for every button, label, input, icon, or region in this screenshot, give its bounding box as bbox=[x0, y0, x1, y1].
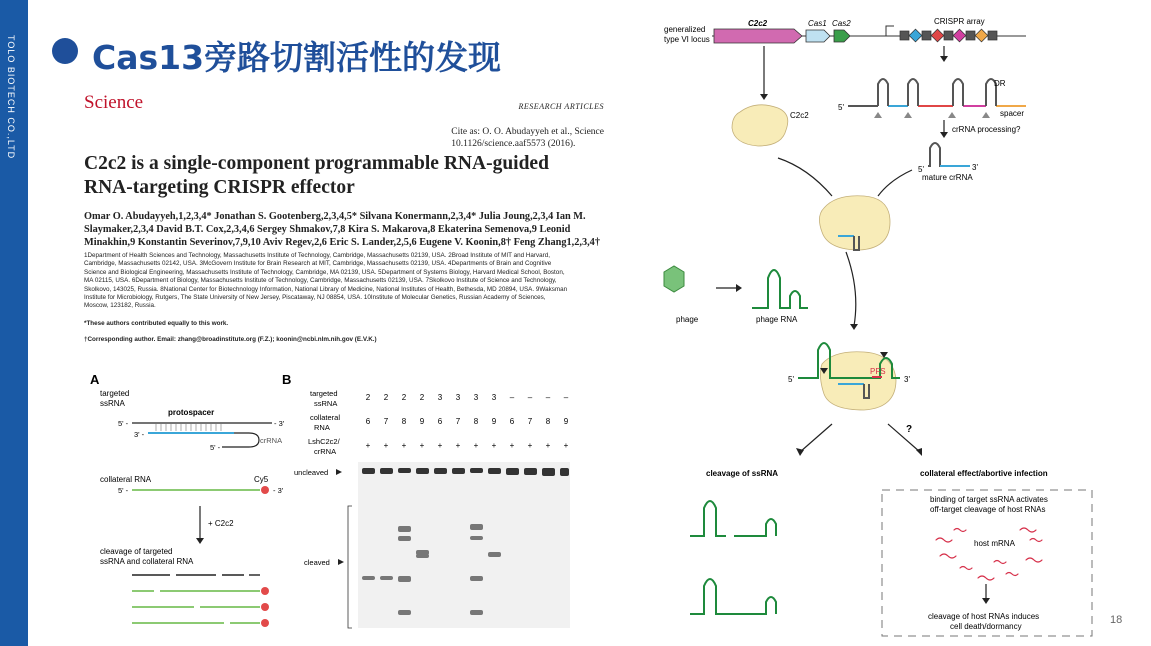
affiliation-line: Skolkovo, 143025, Russia. 8National Center for Biotechnology Information, National Library of Medicine, National Institutes of Health, Bethesda, MD 20894, USA. 9Waksman bbox=[84, 285, 568, 293]
lane-value: 7 bbox=[383, 417, 389, 426]
title-bullet-icon bbox=[52, 38, 78, 64]
lane-value: 6 bbox=[437, 417, 443, 426]
lane-value: 8 bbox=[473, 417, 479, 426]
affiliation-line: MA 02115, USA. 6Department of Biology, Massachusetts Institute of Technology, Cambridge, Massachusetts 02139, USA. 7Skolkovo Institute of Science and Technology, bbox=[84, 277, 557, 285]
c2c2-gene bbox=[714, 29, 802, 43]
enzyme-row-label-2: crRNA bbox=[314, 447, 337, 456]
collateral-row-label-2: RNA bbox=[314, 423, 330, 432]
ssrna-label: ssRNA bbox=[100, 399, 125, 408]
paper-title-line: C2c2 is a single-component programmable RNA-guided bbox=[84, 153, 549, 174]
spacer-label: spacer bbox=[1000, 109, 1025, 118]
lane-value: 9 bbox=[563, 417, 569, 426]
affiliations bbox=[84, 252, 604, 311]
cas2-gene bbox=[834, 30, 850, 42]
lane-value: – bbox=[545, 393, 551, 402]
equal-contribution-note: *These authors contributed equally to this work. bbox=[84, 320, 229, 327]
author-line: Minakhin,9 Konstantin Severinov,7,9,10 Aviv Regev,2,6 Eric S. Lander,2,5,6 Eugene V. Koonin,8† Feng Zhang1,2,3,4† bbox=[84, 237, 600, 248]
active-complex bbox=[820, 352, 896, 410]
slide-title: Cas13旁路切割活性的发现 bbox=[92, 38, 502, 77]
cleavage-label: cleavage of targeted bbox=[100, 547, 173, 556]
c2c2-gene-label: C2c2 bbox=[748, 19, 768, 28]
lane-value: + bbox=[383, 441, 389, 450]
unknown-mark: ? bbox=[906, 424, 913, 435]
locus-label-2: type VI locus bbox=[664, 35, 710, 44]
five-prime-left-label: 5' - bbox=[210, 443, 221, 452]
author-list bbox=[84, 210, 604, 249]
death-line-2: cell death/dormancy bbox=[950, 622, 1022, 631]
lane-value: 2 bbox=[365, 393, 371, 402]
collateral-five-prime: 5' - bbox=[118, 486, 129, 495]
cas1-gene bbox=[806, 30, 830, 42]
lane-value: + bbox=[491, 441, 497, 450]
cas2-gene-label: Cas2 bbox=[832, 19, 851, 28]
collateral-heading: collateral effect/abortive infection bbox=[920, 469, 1048, 478]
affiliation-line: Institute for Microbiology, Rutgers, The State University of New Jersey, Piscataway, NJ 08854, USA. 10Institute of Molecular Genetics, Russian Academy of Sciences, bbox=[84, 294, 546, 302]
processing-label: crRNA processing? bbox=[952, 125, 1021, 134]
citation bbox=[451, 126, 604, 150]
binding-line: binding of target ssRNA activates bbox=[930, 495, 1048, 504]
base-pairing-ticks bbox=[156, 424, 221, 431]
affiliation-line: Science and Biological Engineering, Massachusetts Institute of Technology, Cambridge, MA 02139, USA. 5Department of Systems Biology, Harvard Medical School, Boston, bbox=[84, 268, 565, 276]
host-mrna-label: host mRNA bbox=[974, 539, 1015, 548]
c2c2-protein-label: C2c2 bbox=[790, 111, 809, 120]
paper-header bbox=[84, 92, 604, 352]
uncleaved-label: uncleaved bbox=[294, 468, 329, 477]
lane-value: + bbox=[455, 441, 461, 450]
binding-line-2: off-target cleavage of host RNAs bbox=[930, 505, 1046, 514]
affiliation-line: 1Department of Health Sciences and Technology, Massachusetts Institute of Technology, Cambridge, Massachusetts 02139, USA. 2Broad Institute of MIT and Harvard, bbox=[84, 252, 550, 259]
cas1-gene-label: Cas1 bbox=[808, 19, 827, 28]
author-line: Omar O. Abudayyeh,1,2,3,4* Jonathan S. Gootenberg,2,3,4,5* Silvana Konermann,2,3,4* Julia Joung,2,3,4 Ian M. bbox=[84, 211, 586, 222]
protospacer-label: protospacer bbox=[168, 408, 215, 417]
dr-label: DR bbox=[994, 79, 1006, 88]
section-label: RESEARCH ARTICLES bbox=[518, 102, 604, 111]
lane-value: 3 bbox=[437, 393, 443, 402]
affiliation-line: Moscow, 123182, Russia. bbox=[84, 302, 156, 310]
gel-image bbox=[358, 462, 570, 628]
paper-title-line: RNA-targeting CRISPR effector bbox=[84, 177, 355, 198]
lane-value: 7 bbox=[527, 417, 533, 426]
phage-label: phage bbox=[676, 315, 699, 324]
arrow-down-icon bbox=[940, 56, 948, 62]
lane-value: 8 bbox=[545, 417, 551, 426]
cleavage-label-2: ssRNA and collateral RNA bbox=[100, 557, 194, 566]
lane-value: 7 bbox=[455, 417, 461, 426]
phage-rna bbox=[752, 270, 808, 308]
collateral-row-label: collateral bbox=[310, 413, 341, 422]
mechanism-diagram bbox=[628, 0, 1108, 646]
arrow-crrna-to-complex bbox=[878, 170, 912, 196]
targeted-ssrna-row-label: targeted bbox=[310, 389, 338, 398]
three-prime-label: - 3' bbox=[274, 419, 285, 428]
pfs-label: PFS bbox=[870, 367, 886, 376]
journal-logo: Science bbox=[84, 92, 144, 113]
five-prime-label: 5' - bbox=[118, 419, 129, 428]
lane-value: 3 bbox=[473, 393, 479, 402]
targeted-label: targeted bbox=[100, 389, 130, 398]
crrna-hairpin bbox=[222, 433, 259, 447]
lane-value: – bbox=[527, 393, 533, 402]
row-collateral-values bbox=[366, 417, 569, 426]
panel-b-letter: B bbox=[282, 372, 292, 387]
lane-value: 2 bbox=[383, 393, 389, 402]
cleaved-ssrna-1 bbox=[690, 501, 776, 536]
targeted-ssrna-row-label-2: ssRNA bbox=[314, 399, 338, 408]
lane-value: – bbox=[509, 393, 515, 402]
citation-line: 10.1126/science.aaf5573 (2016). bbox=[451, 139, 576, 149]
collateral-rna-label: collateral RNA bbox=[100, 475, 152, 484]
arrow-down-icon bbox=[196, 538, 204, 544]
cy5-label: Cy5 bbox=[254, 475, 269, 484]
lane-value: 2 bbox=[419, 393, 425, 402]
corresponding-author: †Corresponding author. Email: zhang@broadinstitute.org (F.Z.); koonin@ncbi.nlm.nih.gov (E.V.K.) bbox=[84, 336, 377, 343]
arrow-cleavage bbox=[800, 424, 832, 452]
cy5-dye-icon bbox=[261, 486, 269, 494]
lane-value: 3 bbox=[491, 393, 497, 402]
phage-icon bbox=[664, 266, 684, 292]
lane-value: + bbox=[401, 441, 407, 450]
lane-value: + bbox=[473, 441, 479, 450]
citation-line: Cite as: O. O. Abudayyeh et al., Science bbox=[451, 127, 604, 137]
cleaved-label: cleaved bbox=[304, 558, 330, 567]
panel-a bbox=[84, 366, 304, 636]
arrow-down-icon bbox=[940, 132, 948, 138]
three-prime-left-label: 3' - bbox=[134, 430, 145, 439]
active-five-prime: 5' bbox=[788, 375, 794, 384]
arrow-collateral bbox=[888, 424, 920, 452]
lane-value: 6 bbox=[509, 417, 515, 426]
death-line: cleavage of host RNAs induces bbox=[928, 612, 1040, 621]
affiliation-line: Cambridge, Massachusetts 02142, USA. 3McGovern Institute for Brain Research at MIT, Cambridge, Massachusetts 02139, USA. 4Departments of Brain and Cognitive bbox=[84, 260, 552, 268]
lane-value: + bbox=[527, 441, 533, 450]
cleaved-ssrna-2 bbox=[690, 579, 776, 614]
processing-site-markers bbox=[874, 112, 990, 118]
enzyme-row-label: LshC2c2/ bbox=[308, 437, 340, 446]
arrow-right-icon bbox=[736, 284, 742, 292]
lane-value: + bbox=[509, 441, 515, 450]
lane-value: + bbox=[365, 441, 371, 450]
host-rna-fragments bbox=[936, 528, 1042, 580]
cleavage-heading: cleavage of ssRNA bbox=[706, 469, 779, 478]
arrow-down-icon bbox=[760, 94, 768, 100]
arrow-right-icon bbox=[336, 469, 342, 475]
collateral-three-prime: - 3' bbox=[273, 486, 284, 495]
promoter-arrow-icon bbox=[886, 26, 894, 36]
arrow-target-binding bbox=[846, 252, 856, 326]
mature-crrna bbox=[928, 143, 968, 166]
company-name: TOLO BIOTECH CO.,LTD bbox=[6, 35, 16, 160]
c2c2-protein bbox=[732, 105, 788, 146]
arrow-down-icon bbox=[850, 324, 858, 330]
lane-value: + bbox=[419, 441, 425, 450]
mature-three-prime: 3' bbox=[972, 163, 978, 172]
row-targeted-values bbox=[366, 393, 569, 402]
lane-value: 2 bbox=[401, 393, 407, 402]
author-line: Slaymaker,2,3,4 David B.T. Cox,2,3,4,6 Sergey Shmakov,7,8 Kira S. Makarova,8 Ekaterina Semenova,9 Leonid bbox=[84, 224, 571, 235]
crispr-array-label: CRISPR array bbox=[934, 17, 985, 26]
panel-a-letter: A bbox=[90, 372, 100, 387]
cleaved-bracket bbox=[348, 506, 352, 628]
mature-crrna-label: mature crRNA bbox=[922, 173, 973, 182]
lane-value: + bbox=[563, 441, 569, 450]
lane-value: + bbox=[437, 441, 443, 450]
lane-value: 3 bbox=[455, 393, 461, 402]
row-enzyme-values bbox=[366, 441, 569, 450]
lane-value: + bbox=[545, 441, 551, 450]
active-three-prime: 3' bbox=[904, 375, 910, 384]
sidebar bbox=[0, 0, 28, 646]
lane-value: 6 bbox=[365, 417, 371, 426]
cleaved-collateral-fragments bbox=[132, 587, 269, 627]
panel-b bbox=[280, 366, 570, 632]
lane-value: 9 bbox=[419, 417, 425, 426]
crispr-array bbox=[900, 29, 997, 42]
lane-value: 9 bbox=[491, 417, 497, 426]
arrow-down-icon bbox=[982, 598, 990, 604]
phage-rna-label: phage RNA bbox=[756, 315, 798, 324]
arrow-protein-to-complex bbox=[778, 158, 832, 196]
mature-five-prime: 5' bbox=[918, 165, 924, 174]
paper-title bbox=[84, 152, 604, 200]
lane-value: – bbox=[563, 393, 569, 402]
crrna-label: crRNA bbox=[260, 436, 283, 445]
precrrna-five-prime: 5' bbox=[838, 103, 844, 112]
arrow-right-icon bbox=[338, 559, 344, 565]
lane-value: 8 bbox=[401, 417, 407, 426]
plus-c2c2-label: + C2c2 bbox=[208, 519, 234, 528]
locus-label: generalized bbox=[664, 25, 706, 34]
page-number: 18 bbox=[1110, 614, 1123, 626]
